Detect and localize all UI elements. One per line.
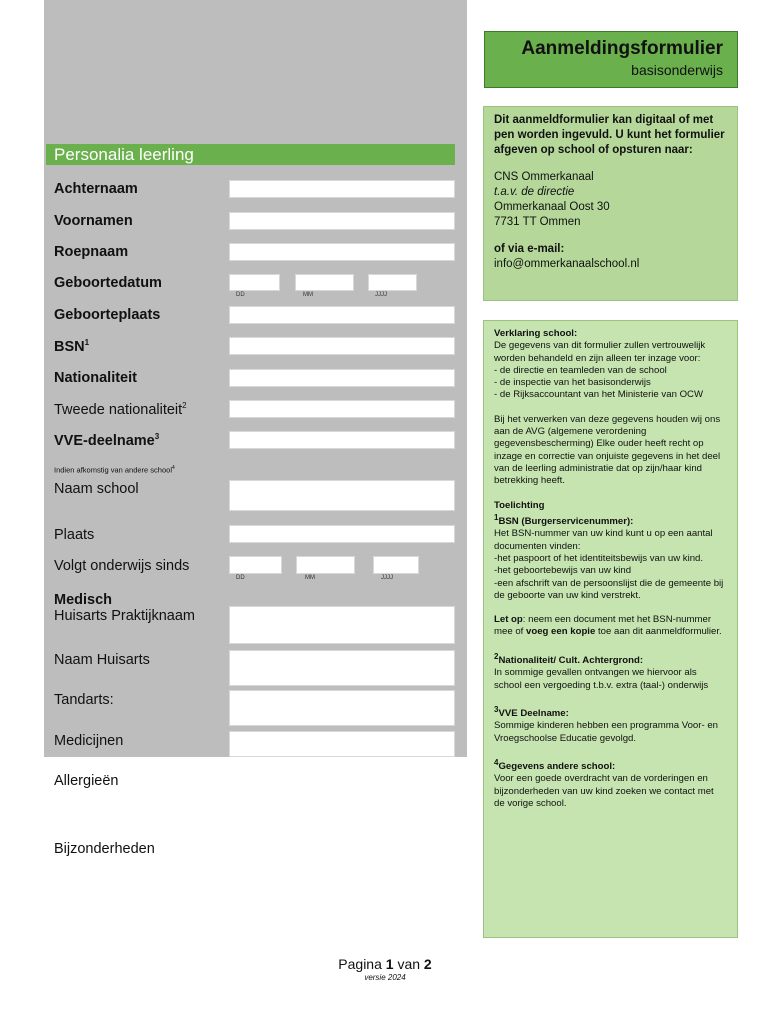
label-voornamen: Voornamen [54, 213, 133, 229]
label-vve: VVE-deelname$^3$ [54, 432, 160, 449]
info-street: Ommerkanaal Oost 30 [494, 201, 610, 213]
info-attn: t.a.v. de directie [494, 186, 575, 198]
form-title: Aanmeldingsformulier [521, 38, 723, 59]
info-box-explanation [483, 320, 738, 938]
plaats-field[interactable] [229, 525, 455, 543]
toelichting-title: Toelichting [494, 499, 545, 511]
achternaam-field[interactable] [229, 180, 455, 198]
date-year-hint: JJJJ [375, 292, 387, 298]
school-note-title: $^4$Gegevens andere school: [494, 757, 616, 773]
label-bijzonderheden: Bijzonderheden [54, 841, 155, 857]
label-medicijnen: Medicijnen [54, 733, 124, 749]
voornamen-field[interactable] [229, 212, 455, 230]
avg-text: Bij het verwerken van deze gegevens houden wij ons aan de AVG (algemene verordening gegevensbescherming) Elke ouder heeft recht op inzage en correctie van onjuiste gegevens in het deel van de leerling administratie dat op zijn/haar kind betrekking heeft. [494, 413, 721, 487]
date-month-hint: MM [303, 292, 313, 298]
bsn-note-item: -het geboortebewijs van uw kind [494, 565, 632, 577]
huisarts-praktijk-field[interactable] [229, 606, 455, 644]
roepnaam-field[interactable] [229, 243, 455, 261]
bsn-note-text: Het BSN-nummer van uw kind kunt u op een aantal documenten vinden: [494, 528, 713, 552]
school-note-text: Voor een goede overdracht van de vorderingen en bijzonderheden van uw kind zoeken we contact met de vorige school. [494, 773, 714, 809]
label-medisch: Medisch [54, 592, 113, 608]
verklaring-list-item: - de Rijksaccountant van het Ministerie van OCW [494, 389, 704, 401]
label-naam-school: Naam school [54, 481, 139, 497]
vve-note-text: Sommige kinderen hebben een programma Voor- en Vroegschoolse Educatie gevolgd. [494, 720, 718, 744]
verklaring-list-item: - de directie en teamleden van de school [494, 364, 667, 376]
medicijnen-field[interactable] [229, 731, 455, 757]
label-nationaliteit: Nationaliteit [54, 370, 137, 386]
label-naam-huisarts: Naam Huisarts [54, 652, 150, 668]
let-op-note: Let op: neem een document met het BSN-nummer mee of voeg een kopie toe aan dit aanmeldformulier. [494, 614, 722, 638]
geboorteplaats-field[interactable] [229, 306, 455, 324]
nationaliteit-note-title: $^2$Nationaliteit/ Cult. Achtergrond: [494, 651, 644, 666]
geboortedatum-month-field[interactable] [295, 274, 354, 291]
info-org: CNS Ommerkanaal [494, 171, 594, 183]
info-email-label: of via e-mail: [494, 243, 565, 255]
date2-year-hint: JJJJ [381, 575, 393, 581]
vve-note-title: $^3$VVE Deelname: [494, 704, 569, 719]
nationaliteit-field[interactable] [229, 369, 455, 387]
nationaliteit-note-text: In sommige gevallen ontvangen we hiervoor als school een vergoeding t.b.v. extra (taal-) onderwijs [494, 667, 709, 691]
label-roepnaam: Roepnaam [54, 244, 129, 260]
label-geboorteplaats: Geboorteplaats [54, 307, 161, 323]
tweede-nationaliteit-field[interactable] [229, 400, 455, 418]
verklaring-title: Verklaring school: [494, 328, 578, 339]
date-day-hint: DD [236, 292, 245, 298]
form-subtitle: basisonderwijs [631, 62, 723, 78]
version-label: versie 2024 [364, 973, 406, 982]
verklaring-list-item: - de inspectie van het basisonderwijs [494, 377, 651, 389]
note-andere-school: Indien afkomstig van andere school$^4$ [54, 465, 175, 475]
geboortedatum-year-field[interactable] [368, 274, 417, 291]
date2-month-hint: MM [305, 575, 315, 581]
info-email: info@ommerkanaalschool.nl [494, 258, 640, 270]
label-huisarts-praktijk: Huisarts Praktijknaam [54, 608, 196, 624]
page-number: Pagina 1 van 2 [338, 956, 432, 972]
volgt-onderwijs-year-field[interactable] [373, 556, 419, 574]
info-intro: Dit aanmeldformulier kan digitaal of met pen worden ingevuld. U kunt het formulier afgeven op school of opsturen naar: [494, 114, 725, 156]
label-allergieen: Allergieën [54, 773, 119, 789]
label-geboortedatum: Geboortedatum [54, 275, 162, 291]
bsn-note-item: -het paspoort of het identiteitsbewijs van uw kind. [494, 552, 704, 564]
verklaring-text: De gegevens van dit formulier zullen vertrouwelijk worden behandeld en zijn alleen ter inzage voor: [494, 340, 706, 364]
naam-school-field[interactable] [229, 480, 455, 511]
vve-field[interactable] [229, 431, 455, 449]
naam-huisarts-field[interactable] [229, 650, 455, 686]
section-title: Personalia leerling [46, 144, 455, 165]
bsn-field[interactable] [229, 337, 455, 355]
label-achternaam: Achternaam [54, 181, 138, 197]
label-volgt-onderwijs: Volgt onderwijs sinds [54, 558, 190, 574]
volgt-onderwijs-day-field[interactable] [229, 556, 282, 574]
geboortedatum-day-field[interactable] [229, 274, 280, 291]
bsn-note-title: $^1$BSN (Burgerservicenummer): [494, 512, 634, 528]
volgt-onderwijs-month-field[interactable] [296, 556, 355, 574]
label-tweede-nationaliteit: Tweede nationaliteit$^2$ [54, 401, 187, 418]
label-bsn: BSN$^1$ [54, 338, 90, 355]
label-plaats: Plaats [54, 527, 95, 543]
bsn-note-item: -een afschrift van de persoonslijst die de gemeente bij de geboorte van uw kind verstrekt. [494, 577, 724, 601]
tandarts-field[interactable] [229, 690, 455, 726]
form-title-box [484, 31, 738, 88]
date2-day-hint: DD [236, 575, 245, 581]
info-box-submission [483, 106, 738, 301]
info-city: 7731 TT Ommen [494, 216, 581, 228]
label-tandarts: Tandarts: [54, 692, 114, 708]
